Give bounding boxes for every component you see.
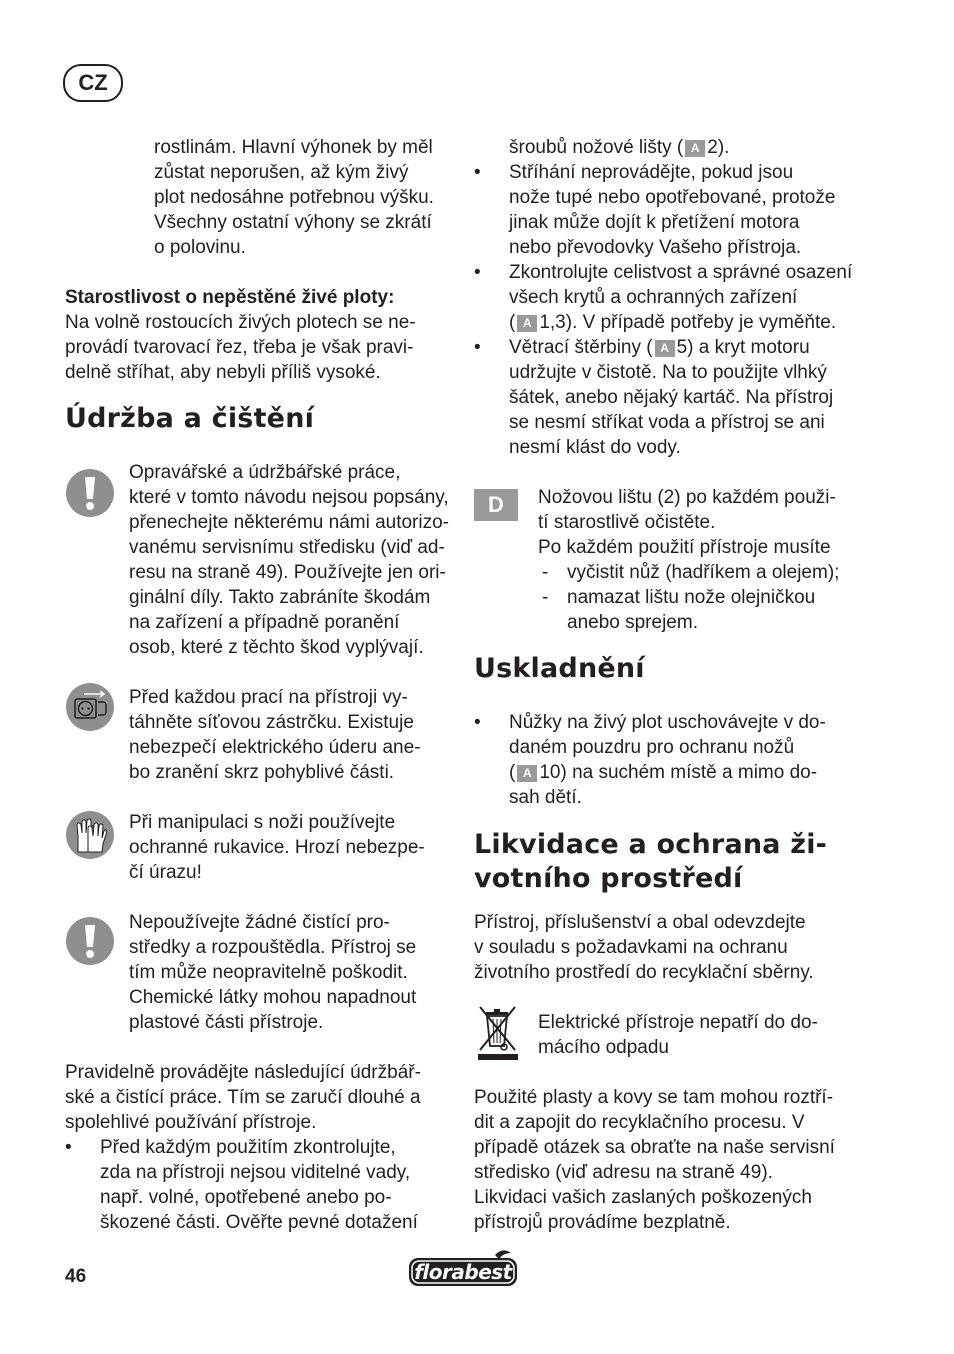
weee-bin-icon [474, 1003, 522, 1061]
text-line: Na volně rostoucích živých plotech se ne- [65, 312, 416, 333]
maintenance-list-continued [474, 135, 874, 460]
text-line: případě otázek sa obraťte na naše servisní [474, 1137, 835, 1158]
text-line: Při manipulaci s noži používejte [129, 812, 396, 833]
unplug-icon [66, 683, 114, 731]
text-line: v souladu s požadavkami na ochranu [474, 937, 788, 958]
text-line: Likvidaci vašich zaslaných poškozených [474, 1187, 812, 1208]
title-line: Likvidace a ochrana ži- [474, 829, 828, 860]
intro-paragraph [154, 135, 454, 260]
section-title-maintenance: Údržba a čištění [65, 403, 315, 434]
text-line: bo zranění skrz pohyblivé části. [129, 762, 395, 783]
exclamation-icon [66, 917, 114, 965]
notice-gloves [129, 810, 459, 885]
notice-chemicals [129, 910, 459, 1035]
text-line: namazat lištu nože olejničkou [567, 587, 816, 608]
text-line: šátek, anebo nějaký kartáč. Na přístroj [509, 387, 834, 408]
text-line: Pravidelně provádějte následující údržbář- [65, 1062, 421, 1083]
care-paragraph [65, 285, 455, 385]
text-line: spolehlivé používání přístroje. [65, 1112, 317, 1133]
list-item [474, 160, 874, 260]
regular-maintenance-paragraph [65, 1060, 455, 1235]
figure-d-tag: D [474, 489, 518, 521]
text-line: o polovinu. [154, 237, 246, 258]
list-item [65, 1135, 455, 1235]
text-line: delně stříhat, aby nebyli příliš vysoké. [65, 362, 381, 383]
text-line: vanému servisnímu středisku (viď ad- [129, 537, 445, 558]
text-line: Nepoužívejte žádné čistící pro- [129, 912, 390, 933]
page-number: 46 [65, 1266, 87, 1287]
text-line: Před každou prací na přístroji vy- [129, 687, 408, 708]
title-line: votního prostředí [474, 863, 743, 894]
list-item [538, 560, 878, 585]
bullet-marker: • [65, 1137, 72, 1158]
care-heading: Starostlivost o nepěstěné živé ploty: [65, 287, 395, 308]
figure-a-tag: A [655, 340, 675, 357]
text-line: rostlinám. Hlavní výhonek by měl [154, 137, 433, 158]
figure-a-tag: A [517, 315, 537, 332]
text-line: anebo sprejem. [567, 612, 698, 633]
text-fragment: 2). [707, 137, 730, 158]
text-fragment: ( [509, 312, 516, 333]
bullet-marker: • [474, 712, 481, 733]
text-line: např. volné, opotřebené anebo po- [100, 1187, 392, 1208]
bullet-marker: • [474, 162, 481, 183]
text-line: plot nedosáhne potřebnou výšku. [154, 187, 434, 208]
text-line: které v tomto návodu nejsou popsány, [129, 487, 449, 508]
text-line: na zařízení a případně poranění [129, 612, 400, 633]
text-line: plastové části přístroje. [129, 1012, 324, 1033]
blade-cleaning-paragraph [538, 485, 878, 635]
list-item [474, 710, 874, 810]
text-line: se nesmí stříkat voda a přístroj se ani [509, 412, 825, 433]
text-line: táhněte síťovou zástrčku. Existuje [129, 712, 414, 733]
text-line: Opravářské a údržbářské práce, [129, 462, 401, 483]
text-line: přenechejte některému námi autorizo- [129, 512, 450, 533]
text-line: Před každým použitím zkontrolujte, [100, 1137, 396, 1158]
text-line: Všechny ostatní výhony se zkrátí [154, 212, 432, 233]
text-line: mácího odpadu [538, 1037, 669, 1058]
notice-repairs [129, 460, 459, 660]
text-fragment: ( [509, 762, 516, 783]
text-line: tí starostlivě očistěte. [538, 512, 716, 533]
text-fragment: šroubů nožové lišty ( [509, 137, 684, 158]
text-fragment: Větrací štěrbiny ( [509, 337, 653, 358]
text-line: udržujte v čistotě. Na to použijte vlhký [509, 362, 827, 383]
text-line: jinak může dojít k přetížení motora [509, 212, 800, 233]
text-line: Zkontrolujte celistvost a správné osazení [509, 262, 853, 283]
text-line: resu na straně 49). Používejte jen ori- [129, 562, 446, 583]
notice-unplug [129, 685, 459, 785]
text-line: daném pouzdru pro ochranu nožů [509, 737, 795, 758]
text-line: sah dětí. [509, 787, 582, 808]
text-line: přístrojů provádíme bezplatně. [474, 1212, 731, 1233]
text-line: nesmí klást do vody. [509, 437, 681, 458]
text-fragment: 5) a kryt motoru [676, 337, 810, 358]
exclamation-icon [66, 469, 114, 517]
dash-marker: - [542, 562, 549, 583]
logo-text: florabest [414, 1260, 512, 1284]
text-line: všech krytů a ochranných zařízení [509, 287, 798, 308]
text-line: ochranné rukavice. Hrozí nebezpe- [129, 837, 425, 858]
text-line [509, 310, 874, 335]
text-line: tím může neopravitelně poškodit. [129, 962, 408, 983]
text-line [509, 335, 874, 360]
text-fragment: 10) na suchém místě a mimo do- [539, 762, 818, 783]
list-item-continuation [474, 135, 874, 160]
text-line: ginální díly. Takto zabráníte škodám [129, 587, 431, 608]
text-line: dit a zapojit do recyklačního procesu. V [474, 1112, 805, 1133]
bullet-marker: • [474, 337, 481, 358]
text-line: Nožovou lištu (2) po každém použi- [538, 487, 836, 508]
text-line: provádí tvarovací řez, třeba je však pravi- [65, 337, 414, 358]
text-line: Po každém použití přístroje musíte [538, 537, 831, 558]
list-item [474, 335, 874, 460]
weee-notice [538, 1010, 878, 1060]
storage-paragraph [474, 710, 874, 810]
text-line: zůstat neporušen, až kým živý [154, 162, 409, 183]
text-line: osob, které z těchto škod vyplývají. [129, 637, 424, 658]
text-line [509, 135, 874, 160]
text-line: středisko (viď adresu na straně 49). [474, 1162, 773, 1183]
text-line: životního prostředí do recyklační sběrny. [474, 962, 814, 983]
text-line: ské a čistící práce. Tím se zaručí dlouhé a [65, 1087, 421, 1108]
figure-a-tag: A [685, 140, 705, 157]
recycling-paragraph [474, 1085, 874, 1235]
dash-marker: - [542, 587, 549, 608]
list-item [538, 585, 878, 635]
text-line [509, 760, 874, 785]
language-badge: CZ [63, 64, 123, 102]
text-line: Nůžky na živý plot uschovávejte v do- [509, 712, 826, 733]
brand-logo [407, 1249, 519, 1289]
text-line: zda na přístroji nejsou viditelné vady, [100, 1162, 411, 1183]
text-line: škozené části. Ověřte pevné dotažení [100, 1212, 418, 1233]
section-title-storage: Uskladnění [474, 653, 645, 684]
list-item [474, 260, 874, 335]
gloves-icon [66, 811, 114, 859]
text-line: nože tupé nebo opotřebované, protože [509, 187, 836, 208]
text-fragment: 1,3). V případě potřeby je vyměňte. [539, 312, 837, 333]
text-line: nebezpečí elektrického úderu ane- [129, 737, 421, 758]
figure-a-tag: A [517, 765, 537, 782]
section-title-disposal [474, 828, 894, 896]
text-line: čí úrazu! [129, 862, 202, 883]
text-line: Přístroj, příslušenství a obal odevzdejte [474, 912, 806, 933]
text-line: Použité plasty a kovy se tam mohou roztří- [474, 1087, 834, 1108]
text-line: vyčistit nůž (hadříkem a olejem); [567, 562, 840, 583]
text-line: Chemické látky mohou napadnout [129, 987, 417, 1008]
text-line: nebo převodovky Vašeho přístroja. [509, 237, 802, 258]
text-line: středky a rozpouštědla. Přístroj se [129, 937, 417, 958]
text-line: Elektrické přístroje nepatří do do- [538, 1012, 818, 1033]
text-line: Stříhání neprovádějte, pokud jsou [509, 162, 794, 183]
bullet-marker: • [474, 262, 481, 283]
disposal-paragraph [474, 910, 874, 985]
